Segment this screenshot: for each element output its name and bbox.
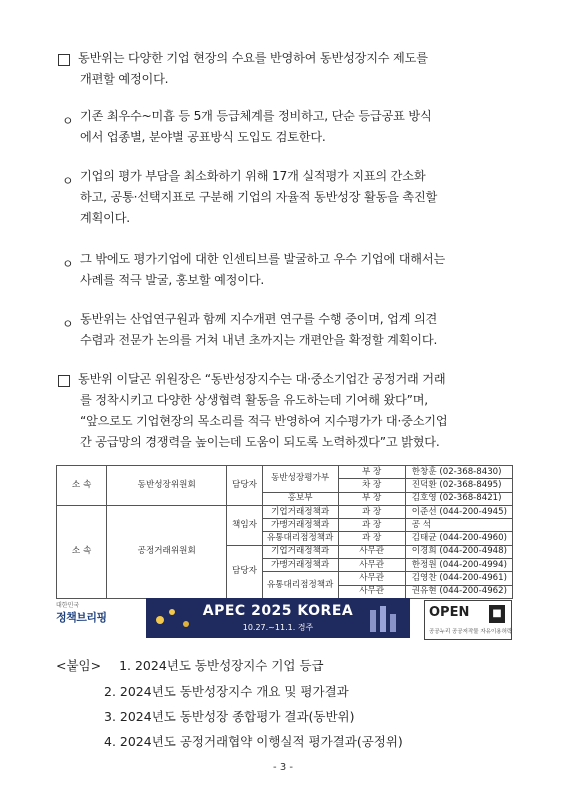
- table-cell-sosok: 소 속: [57, 505, 107, 598]
- text-line: 개편할 예정이다.: [80, 72, 169, 86]
- table-cell-person: 김호영 (02-368-8421): [405, 492, 512, 505]
- table-cell-title: 과 장: [338, 519, 405, 532]
- table-cell-dept: 기업거래정책과: [262, 505, 338, 518]
- paragraph-research: [80, 309, 437, 351]
- text-line: “앞으로도 기업현장의 목소리를 적극 반영하여 지수평가가 대·중소기업: [80, 414, 448, 428]
- text-line: 동반위는 다양한 기업 현장의 수요를 반영하여 동반성장지수 제도를: [78, 51, 428, 65]
- square-bullet-icon: [58, 54, 70, 66]
- table-cell-title: 사무관: [338, 559, 405, 572]
- table-cell-person: 공 석: [405, 519, 512, 532]
- table-cell-dept: 기업거래정책과: [262, 545, 338, 558]
- apec-date: 10.27.~11.1. 경주: [242, 623, 314, 632]
- table-cell-dept: 유통대리점정책과: [262, 572, 338, 599]
- table-cell-dept: 가맹거래정책과: [262, 519, 338, 532]
- kogl-open-badge: [424, 600, 512, 640]
- table-cell-title: 사무관: [338, 545, 405, 558]
- square-bullet-icon: [58, 375, 70, 387]
- text-line: 하고, 공통·선택지표로 구분해 기업의 자율적 동반성장 활동을 촉진할: [80, 190, 438, 204]
- apec-banner[interactable]: [146, 598, 410, 638]
- table-row: [57, 466, 513, 479]
- circle-bullet-icon: ㅇ: [62, 257, 74, 271]
- table-cell-dept: 유통대리점정책과: [262, 532, 338, 545]
- logo-caption: 대한민국: [56, 602, 80, 609]
- table-cell-person: 이준선 (044-200-4945): [405, 505, 512, 518]
- circle-bullet-icon: ㅇ: [62, 317, 74, 331]
- attachment-label-text: <붙임>: [56, 658, 102, 673]
- paragraph-incentives: [80, 249, 445, 291]
- text-line: 동반위는 산업연구원과 함께 지수개편 연구를 수행 중이며, 업계 의견: [80, 312, 438, 326]
- circle-bullet-icon: ㅇ: [62, 174, 74, 188]
- page-number: - 3 -: [273, 762, 293, 773]
- apec-title: APEC 2025 KOREA: [202, 603, 354, 619]
- text-line: 간 공급망의 경쟁력을 높이는데 도움이 되도록 노력하겠다”고 밝혔다.: [80, 435, 440, 449]
- table-cell-person: 권유현 (044-200-4962): [405, 585, 512, 598]
- table-cell-person: 한정원 (044-200-4994): [405, 559, 512, 572]
- table-cell-title: 부 장: [338, 466, 405, 479]
- attachment-item: 2. 2024년도 동반성장지수 개요 및 평가결과: [104, 684, 349, 699]
- text-line: 에서 업종별, 분야별 공표방식 도입도 검토한다.: [80, 130, 326, 144]
- attachment-item: 3. 2024년도 동반성장 종합평가 결과(동반위): [104, 709, 355, 724]
- circle-bullet-icon: ㅇ: [62, 114, 74, 128]
- table-row: [57, 505, 513, 518]
- attachment-label: [56, 655, 324, 677]
- table-cell-role: 담당자: [227, 466, 263, 506]
- text-line: 그 밖에도 평가기업에 대한 인센티브를 발굴하고 우수 기업에 대해서는: [80, 252, 446, 266]
- table-cell-title: 사무관: [338, 572, 405, 585]
- text-line: 기업의 평가 부담을 최소화하기 위해 17개 실적평가 지표의 간소화: [80, 169, 426, 183]
- table-cell-title: 사무관: [338, 585, 405, 598]
- table-cell-person: 김태균 (044-200-4960): [405, 532, 512, 545]
- text-line: 계획이다.: [80, 211, 130, 225]
- table-cell-dept: 홍보부: [262, 492, 338, 505]
- table-cell-sosok: 소 속: [57, 466, 107, 506]
- paragraph-chairman-quote: [78, 369, 447, 453]
- table-cell-dept: 가맹거래정책과: [262, 559, 338, 572]
- table-cell-role: 책임자: [227, 505, 263, 545]
- logo-wordmark: 정책브리핑: [56, 611, 107, 624]
- policy-briefing-logo[interactable]: [56, 600, 124, 636]
- attachment-item: 1. 2024년도 동반성장지수 기업 등급: [119, 658, 324, 673]
- table-cell-org: 동반성장위원회: [107, 466, 227, 506]
- text-line: 동반위 이달곤 위원장은 “동반성장지수는 대·중소기업간 공정거래 거래: [78, 372, 446, 386]
- text-line: 를 정착시키고 다양한 상생협력 활동을 유도하는데 기여해 왔다”며,: [80, 393, 428, 407]
- open-caption: 공공누리 공공저작물 자유이용허락: [429, 629, 513, 635]
- text-line: 사례를 적극 발굴, 홍보할 예정이다.: [80, 273, 265, 287]
- text-line: 수렴과 전문가 논의를 거쳐 내년 초까지는 개편안을 확정할 계획이다.: [80, 333, 438, 347]
- table-cell-person: 진덕환 (02-368-8495): [405, 479, 512, 492]
- person-icon: ■: [489, 605, 505, 623]
- open-wordmark: OPEN: [429, 605, 470, 620]
- attachment-item: 4. 2024년도 공정거래협약 이행실적 평가결과(공정위): [104, 734, 403, 749]
- paragraph-grade-system: [80, 106, 432, 148]
- table-cell-title: 차 장: [338, 479, 405, 492]
- paragraph-evaluation-burden: [80, 166, 437, 229]
- table-cell-org: 공정거래위원회: [107, 505, 227, 598]
- table-cell-person: 김영찬 (044-200-4961): [405, 572, 512, 585]
- table-cell-title: 과 장: [338, 505, 405, 518]
- text-line: 기존 최우수~미흡 등 5개 등급체계를 정비하고, 단순 등급공표 방식: [80, 109, 432, 123]
- contact-table: [56, 465, 513, 599]
- table-cell-role: 담당자: [227, 545, 263, 598]
- paragraph-reform-plan: [78, 48, 428, 90]
- table-cell-title: 부 장: [338, 492, 405, 505]
- table-cell-dept: 동반성장평가부: [262, 466, 338, 493]
- table-cell-person: 한창훈 (02-368-8430): [405, 466, 512, 479]
- table-cell-title: 과 장: [338, 532, 405, 545]
- table-cell-person: 이경희 (044-200-4948): [405, 545, 512, 558]
